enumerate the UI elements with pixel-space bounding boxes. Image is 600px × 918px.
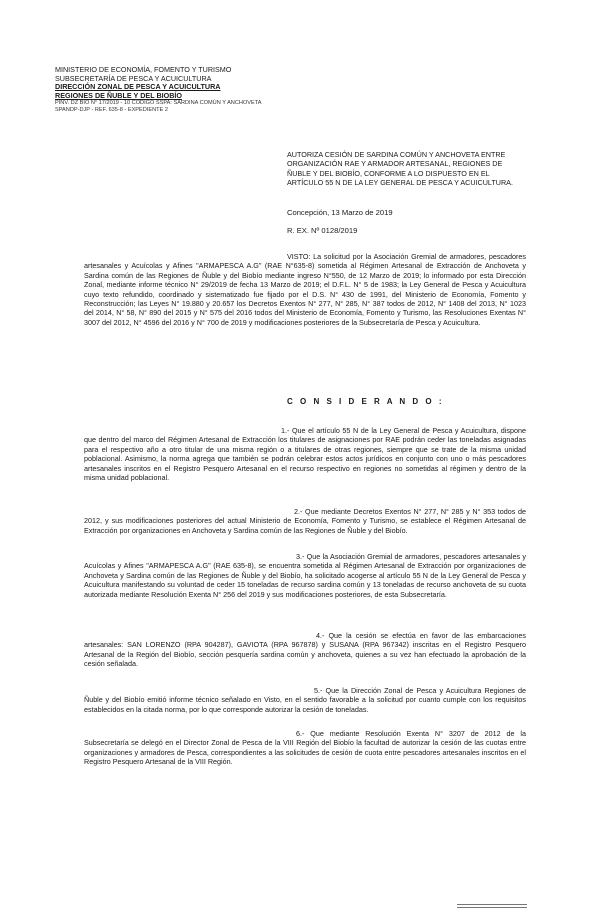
- header-ref-line-2: SPANDP-DJP - REF. 635-8 - EXPEDIENTE 2: [55, 107, 168, 114]
- header-subsecretaria: SUBSECRETARÍA DE PESCA Y ACUICULTURA: [55, 73, 212, 83]
- institution-header: [55, 66, 285, 114]
- considerando-paragraph-5: 5.- Que la Dirección Zonal de Pesca y Acuicultura Regiones de Ñuble y del Biobío emitió informe técnico señalado en Visto, en el sentido favorable a la solicitud por cuanto cumple con los requisitos establecidos en la citada norma, por lo que corresponde autorizar la cesión de toneladas.: [84, 686, 526, 714]
- document-date: Concepción, 13 Marzo de 2019: [287, 208, 393, 217]
- header-direccion: DIRECCIÓN ZONAL DE PESCA Y ACUICULTURA: [55, 82, 221, 92]
- header-regiones: REGIONES DE ÑUBLE Y DEL BIOBÍO: [55, 90, 183, 100]
- authorization-summary: AUTORIZA CESIÓN DE SARDINA COMÚN Y ANCHOVETA ENTRE ORGANIZACIÓN RAE Y ARMADOR ARTESANAL, REGIONES DE ÑUBLE Y DEL BIOBÍO, CONFORME A LO DISPUESTO EN EL ARTÍCULO 55 N DE LA LEY GENERAL DE PESCA Y ACUICULTURA.: [287, 150, 513, 187]
- footer-scan-mark: [457, 904, 527, 910]
- considerando-title: C O N S I D E R A N D O :: [287, 397, 445, 406]
- resolution-number: R. EX. Nº 0128/2019: [287, 226, 358, 235]
- considerando-paragraph-4: 4.- Que la cesión se efectúa en favor de las embarcaciones artesanales: SAN LORENZO (RPA 904287), GAVIOTA (RPA 967878) y SUSANA (RPA 967342) inscritas en el Registro Pesquero Artesanal de la Región del Biobío, sección pesquería sardina común y anchoveta, quienes a su vez han efectuado la aprobación de la cesión señalada.: [84, 631, 526, 669]
- considerando-paragraph-3: 3.- Que la Asociación Gremial de armadores, pescadores artesanales y Acuícolas y Afines "ARMAPESCA A.G" (RAE 635-8), se encuentra sometida al Régimen Artesanal de Extracción por organizaciones de Anchoveta y Sardina común de las Regiones de Ñuble y del Biobío, ha solicitado acogerse al artículo 55 N de la Ley General de Pesca y Acuicultura manifestando su voluntad de ceder 15 toneladas de recurso sardina común y 13 toneladas de recurso anchoveta de su cuota autorizada mediante Resolución Exenta N° 256 del 2019 y sus modificaciones posteriores, de esta Subsecretaría.: [84, 552, 526, 599]
- visto-paragraph: VISTO: La solicitud por la Asociación Gremial de armadores, pescadores artesanales y Acuícolas y Afines "ARMAPESCA A.G" (RAE N°635-8) sometida al Régimen Artesanal de Extracción de Anchoveta y Sardina común de las Regiones de Ñuble y del Biobío mediante ingreso N°550, de 12 Marzo de 2019; lo informado por esta Dirección Zonal, mediante informe técnico N° 29/2019 de fecha 13 Marzo de 2019; el D.F.L. N° 5 de 1983; la Ley General de Pesca y Acuicultura cuyo texto refundido, coordinado y sistematizado fue fijado por el D.S. N° 430 de 1991, del Ministerio de Economía, Fomento y Reconstrucción; las Leyes N° 19.880 y 20.657 los Decretos Exentos N° 277, N° 285, N° 387 todos de 2012, N° 1408 del 2013, N° 1023 del 2014, N° 58, N° 890 del 2015 y N° 575 del 2016 todos del Ministerio de Economía, Fomento y Turismo, las Resoluciones Exentas N° 3007 del 2012, N° 4596 del 2016 y N° 700 de 2019 y modificaciones posteriores de la Subsecretaría de Pesca y Acuicultura.: [84, 252, 526, 327]
- header-ministry: MINISTERIO DE ECONOMÍA, FOMENTO Y TURISMO: [55, 65, 232, 74]
- considerando-paragraph-1: 1.- Que el artículo 55 N de la Ley General de Pesca y Acuicultura, dispone que dentro del marco del Régimen Artesanal de Extracción los titulares de asignaciones por RAE podrán ceder las toneladas asignadas para el respectivo año a otro titular de una misma región o a titulares de otras regiones, siempre que se trate de la misma unidad poblacional. Asimismo, la norma agrega que también se podrán celebrar estos actos jurídicos en conjunto con uno o más pescadores artesanales inscritos en el Registro Pesquero Artesanal en el recurso respectivo en regiones no sometidas al régimen y dentro de la misma unidad poblacional.: [84, 426, 526, 483]
- considerando-paragraph-6: 6.- Que mediante Resolución Exenta N° 3207 de 2012 de la Subsecretaría se delegó en el Director Zonal de Pesca de la VIII Región del Biobío la facultad de autorizar la cesión de las cuotas entre organizaciones y armadores de Pesca, correspondientes a las solicitudes de cesión de cuota entre pescadores artesanales inscritos en el Registro Pesquero Artesanal de la VIII Región.: [84, 729, 526, 767]
- header-ref-line-1: PINV. DZ BIO N° 17/2019 - 10 CÓDIGO SSPA: SARDINA COMÚN Y ANCHOVETA: [55, 100, 262, 107]
- considerando-paragraph-2: 2.- Que mediante Decretos Exentos N° 277, N° 285 y N° 353 todos de 2012, y sus modificaciones posteriores del actual Ministerio de Economía, Fomento y Turismo, se establece el Régimen Artesanal de Extracción por organizaciones en Anchoveta y Sardina común de las Regiones de Ñuble y del Biobío.: [84, 507, 526, 535]
